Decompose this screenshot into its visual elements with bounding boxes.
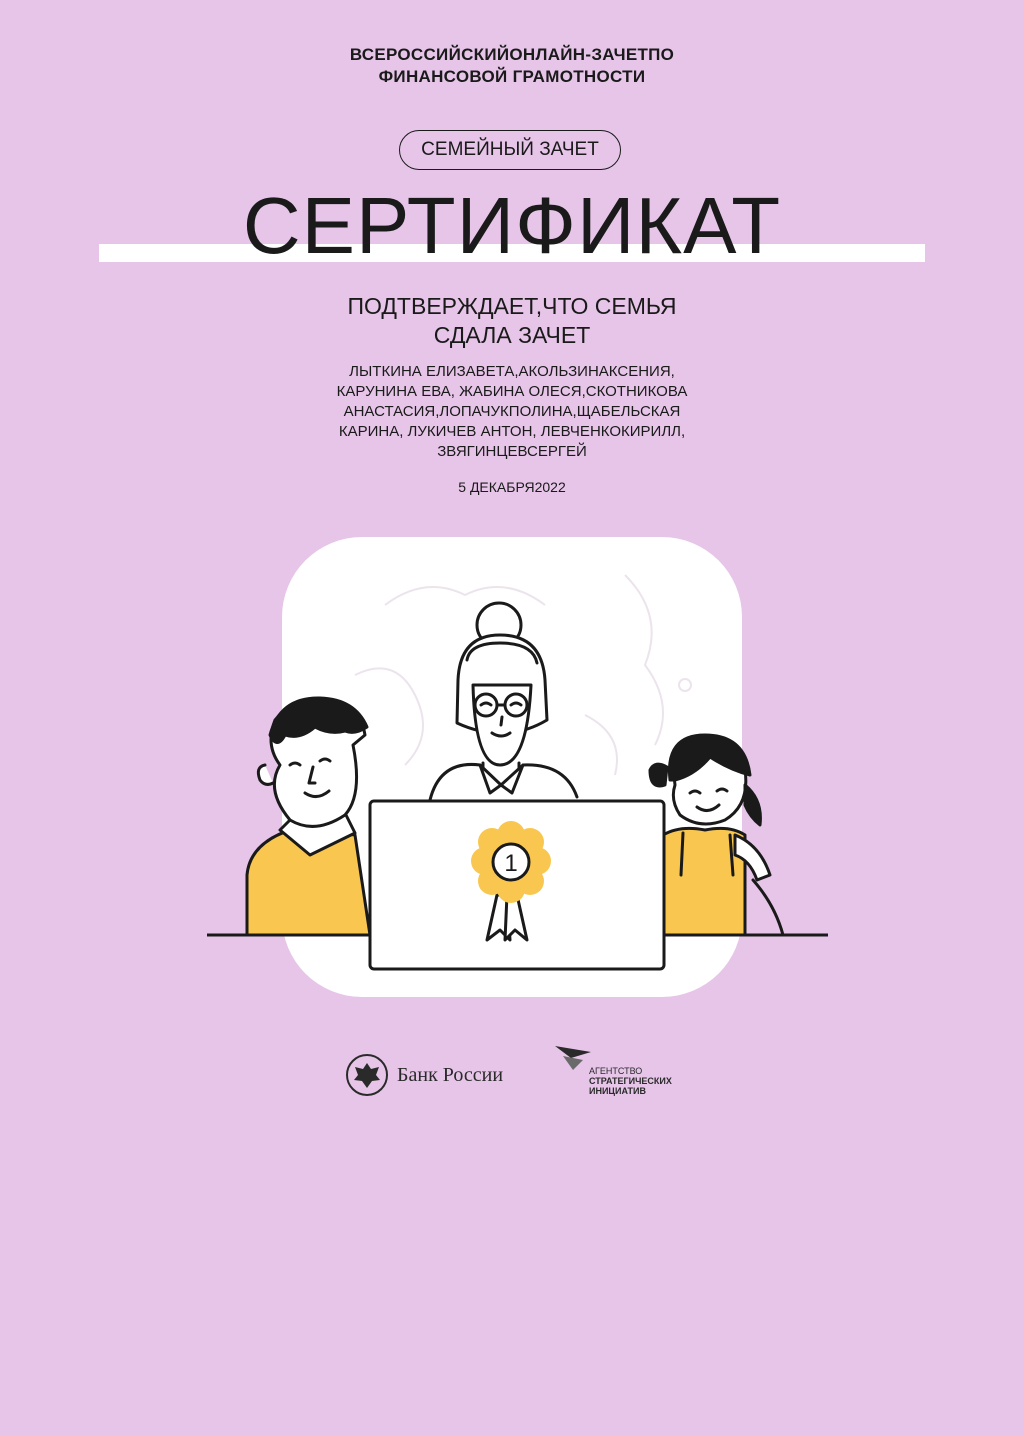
- asi-name: [589, 1066, 672, 1096]
- asi-logo: [553, 1044, 672, 1096]
- asi-line-2: СТРАТЕГИЧЕСКИХ: [589, 1076, 672, 1086]
- asi-line-3: ИНИЦИАТИВ: [589, 1086, 646, 1096]
- family-at-laptop-illustration: [205, 535, 830, 1000]
- certificate-date: 5 ДЕКАБРЯ2022: [458, 479, 566, 495]
- certificate-title: СЕРТИФИКАТ: [242, 181, 782, 270]
- event-title-line-2: ФИНАНСОВОЙ ГРАМОТНОСТИ: [378, 67, 646, 86]
- names-line: АНАСТАСИЯ,ЛОПАЧУКПОЛИНА,ЩАБЕЛЬСКАЯ: [343, 403, 681, 420]
- girl-figure: [650, 735, 783, 935]
- event-title-line-1: ВСЕРОССИЙСКИЙОНЛАЙН-ЗАЧЕТПО: [349, 45, 675, 64]
- asi-line-1: АГЕНТСТВО: [589, 1066, 643, 1076]
- family-badge: [399, 130, 621, 170]
- confirmation-text: [0, 292, 1024, 350]
- bank-name: Банк России: [397, 1063, 504, 1086]
- medal-number: 1: [504, 850, 518, 877]
- names-line: ЛЫТКИНА ЕЛИЗАВЕТА,АКОЛЬЗИНАКСЕНИЯ,: [349, 363, 675, 380]
- confirmation-line-1: ПОДТВЕРЖДАЕТ,ЧТО СЕМЬЯ: [347, 293, 677, 319]
- asi-arrow-icon: [553, 1044, 593, 1078]
- laptop: [370, 801, 664, 969]
- family-members-list: [312, 362, 712, 462]
- names-line: ЗВЯГИНЦЕВСЕРГЕЙ: [437, 443, 587, 460]
- confirmation-line-2: СДАЛА ЗАЧЕТ: [433, 322, 591, 348]
- bank-of-russia-logo: [345, 1053, 503, 1097]
- family-badge-label: СЕМЕЙНЫЙ ЗАЧЕТ: [421, 139, 599, 160]
- event-title: [0, 44, 1024, 88]
- double-headed-eagle-icon: [345, 1053, 389, 1097]
- names-line: КАРИНА, ЛУКИЧЕВ АНТОН, ЛЕВЧЕНКОКИРИЛЛ,: [338, 423, 686, 440]
- family-illustration: [205, 535, 830, 1005]
- names-line: КАРУНИНА ЕВА, ЖАБИНА ОЛЕСЯ,СКОТНИКОВА: [336, 383, 688, 400]
- partner-logos: [345, 1040, 685, 1102]
